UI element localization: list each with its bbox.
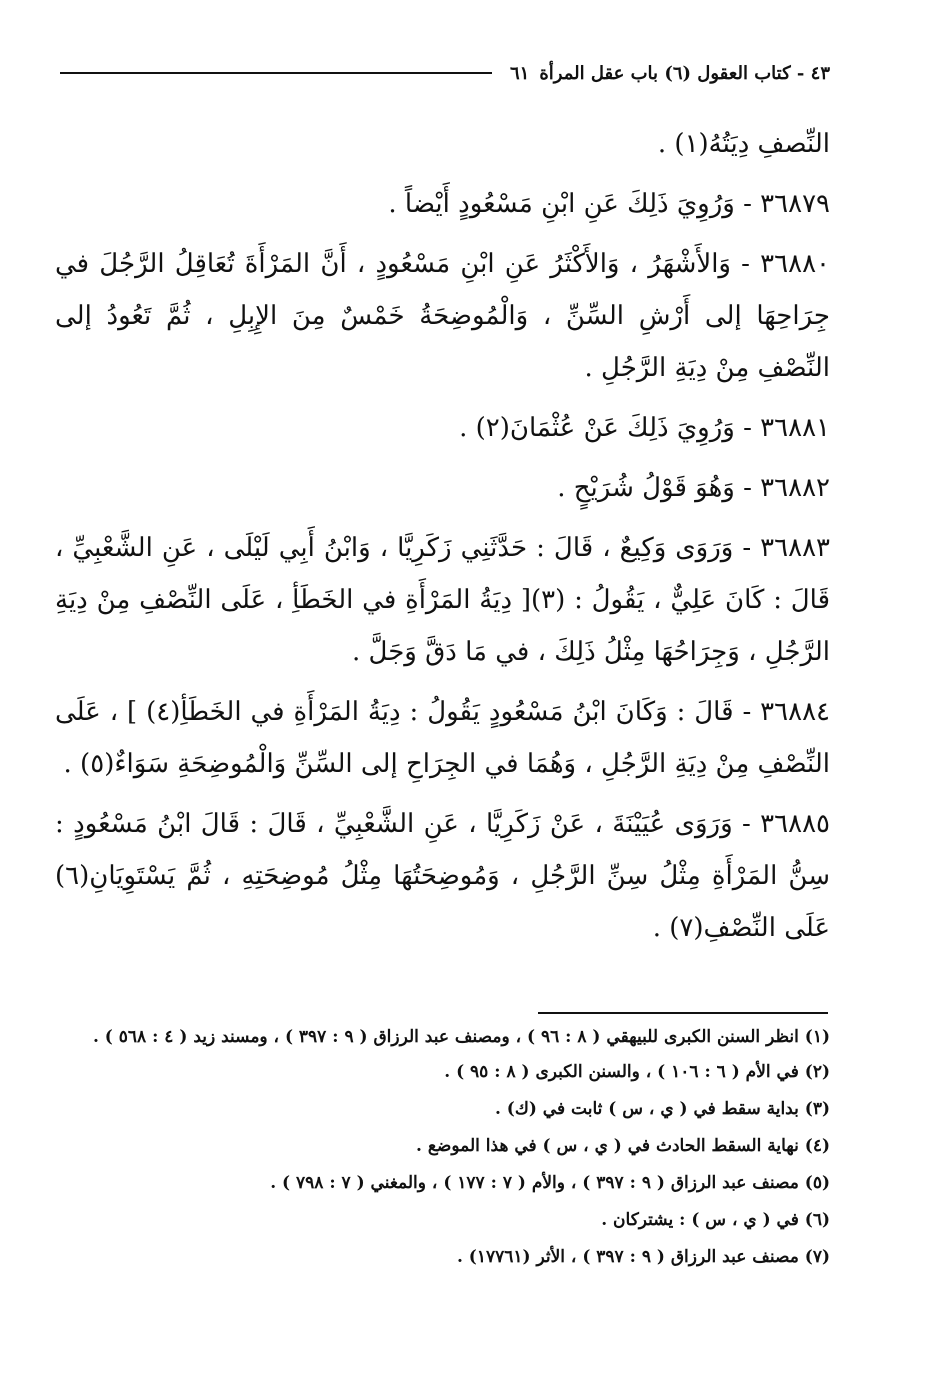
paragraph-36884: ٣٦٨٨٤ - قَالَ : وَكَانَ ابْنُ مَسْعُودٍ يَقُولُ : دِيَةُ المَرْأَةِ في الخَطَأِ(٤) ] ، عَلَى النِّصْفِ مِنْ دِيَةِ الرَّجُلِ ، وَهُمَا في الجِرَاحِ إلى السِّنِّ وَالْمُوضِحَةِ سَوَاءٌ(٥) . xyxy=(55,697,830,779)
footnote-2: (٢) في الأم ( ٦ : ١٠٦ ) ، والسنن الكبرى ( ٨ : ٩٥ ) . xyxy=(444,1062,830,1082)
header-rule xyxy=(60,72,492,74)
paragraph-36880: ٣٦٨٨٠ - وَالأَشْهَرُ ، وَالأَكْثَرُ عَنِ ابْنِ مَسْعُودٍ ، أَنَّ المَرْأَةَ تُعَاقِلُ الرَّجُلَ في جِرَاحِهَا إلى أَرْشِ السِّنِّ ، وَالْمُوضِحَةُ خَمْسٌ مِنَ الإِبِلِ ، ثُمَّ تَعُودُ إلى النِّصْفِ مِنْ دِيَةِ الرَّجُلِ . xyxy=(55,249,830,383)
footnote-separator xyxy=(538,1012,828,1014)
paragraph-36885: ٣٦٨٨٥ - وَرَوَى عُيَيْنَةَ ، عَنْ زَكَرِيَّا ، عَنِ الشَّعْبِيِّ ، قَالَ : قَالَ ابْنُ مَسْعُودٍ : سِنُّ المَرْأَةِ مِثْلُ سِنِّ الرَّجُلِ ، وَمُوضِحَتُهَا مِثْلُ مُوضِحَتِهِ ، ثُمَّ يَسْتَوِيَانِ(٦) عَلَى النِّصْفِ(٧) . xyxy=(55,809,830,943)
footnote-6: (٦) في ( ي ، س ) : يشتركان . xyxy=(601,1210,830,1230)
footnote-5: (٥) مصنف عبد الرزاق ( ٩ : ٣٩٧ ) ، والأم ( ٧ : ١٧٧ ) ، والمغني ( ٧ : ٧٩٨ ) . xyxy=(270,1173,830,1193)
paragraph-36881: ٣٦٨٨١ - وَرُوِيَ ذَلِكَ عَنْ عُثْمَانَ(٢) . xyxy=(459,413,830,443)
footnote-1: (١) انظر السنن الكبرى للبيهقي ( ٨ : ٩٦ ) ، ومصنف عبد الرزاق ( ٩ : ٣٩٧ ) ، ومسند زيد ( ٤ : ٥٦٨ ) . xyxy=(92,1027,830,1047)
footnotes xyxy=(30,1020,830,1276)
main-text xyxy=(55,118,830,962)
footnote-4: (٤) نهاية السقط الحادث في ( ي ، س ) في هذا الموضع . xyxy=(416,1136,830,1156)
paragraph-36883: ٣٦٨٨٣ - وَرَوَى وَكِيعٌ ، قَالَ : حَدَّثَنِي زَكَرِيَّا ، وَابْنُ أَبِي لَيْلَى ، عَنِ الشَّعْبِيِّ ، قَالَ : كَانَ عَلِيٌّ ، يَقُولُ : (٣)[ دِيَةُ المَرْأَةِ في الخَطَأِ ، عَلَى النِّصْفِ مِنْ دِيَةِ الرَّجُلِ ، وَجِرَاحُهَا مِثْلُ ذَلِكَ ، في مَا دَقَّ وَجَلَّ . xyxy=(55,533,831,667)
paragraph-36879: ٣٦٨٧٩ - وَرُوِيَ ذَلِكَ عَنِ ابْنِ مَسْعُودٍ أَيْضاً . xyxy=(388,189,830,219)
running-head: ٤٣ - كتاب العقول (٦) باب عقل المرأة xyxy=(539,62,830,84)
footnote-7: (٧) مصنف عبد الرزاق ( ٩ : ٣٩٧ ) ، الأثر (١٧٧٦١) . xyxy=(456,1247,830,1267)
footnote-3: (٣) بداية سقط في ( ي ، س ) ثابت في (ك) . xyxy=(494,1099,830,1119)
page-number: ٦١ xyxy=(510,62,530,84)
paragraph-continuation: النِّصفِ دِيَتُهُ(١) . xyxy=(657,129,830,159)
page-header xyxy=(60,58,830,88)
paragraph-36882: ٣٦٨٨٢ - وَهُوَ قَوْلُ شُرَيْحٍ . xyxy=(557,473,830,503)
